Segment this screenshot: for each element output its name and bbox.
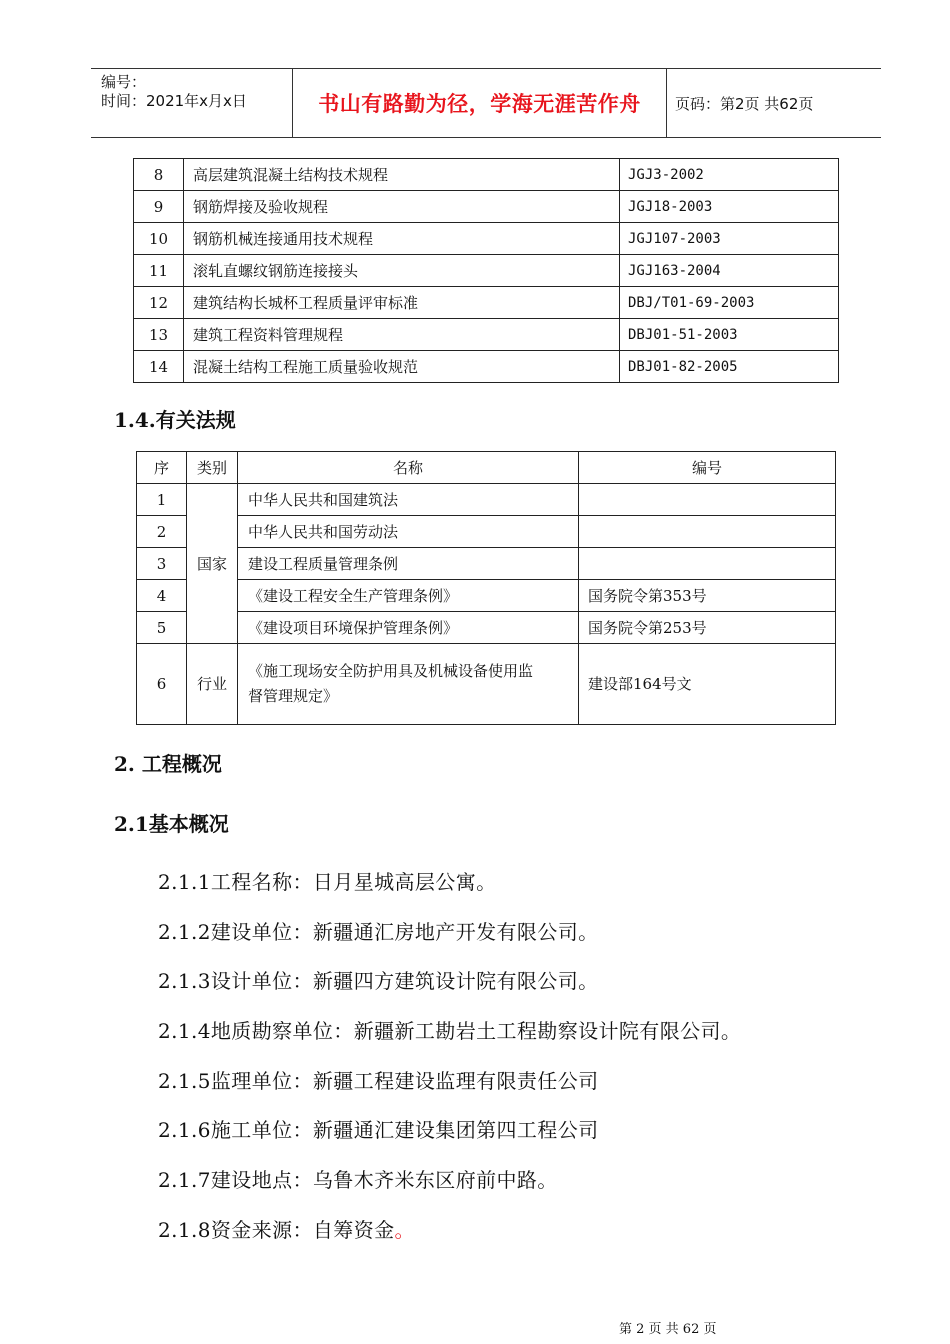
row-name: 中华人民共和国建筑法 xyxy=(238,484,579,516)
row-code xyxy=(579,516,836,548)
row-code: 国务院令第253号 xyxy=(579,612,836,644)
row-name: 建设工程质量管理条例 xyxy=(238,548,579,580)
row-no: 8 xyxy=(134,159,184,191)
table-row xyxy=(134,191,839,223)
row-code: 建设部164号文 xyxy=(579,644,836,725)
row-no: 2 xyxy=(137,516,187,548)
row-name-line1: 《施工现场安全防护用具及机械设备使用监 xyxy=(248,662,534,680)
row-no: 10 xyxy=(134,223,184,255)
row-name: 滚轧直螺纹钢筋连接接头 xyxy=(184,255,620,287)
row-name: 混凝土结构工程施工质量验收规范 xyxy=(184,351,620,383)
header-meta xyxy=(101,73,247,111)
table-row xyxy=(134,319,839,351)
row-code: DBJ01-51-2003 xyxy=(620,319,839,351)
item-2-1-8-period: 。 xyxy=(394,1218,415,1242)
row-name: 建筑结构长城杯工程质量评审标准 xyxy=(184,287,620,319)
row-name: 钢筋机械连接通用技术规程 xyxy=(184,223,620,255)
row-no: 14 xyxy=(134,351,184,383)
row-no: 5 xyxy=(137,612,187,644)
category-national: 国家 xyxy=(187,484,238,644)
standards-table xyxy=(133,158,839,383)
item-2-1-1: 2.1.1工程名称：日月星城高层公寓。 xyxy=(158,870,497,894)
table-row xyxy=(137,484,836,516)
row-no: 13 xyxy=(134,319,184,351)
table-row xyxy=(137,580,836,612)
row-no: 12 xyxy=(134,287,184,319)
col-header-category: 类别 xyxy=(187,452,238,484)
regulations-table xyxy=(136,451,836,725)
table-row xyxy=(134,223,839,255)
row-name-line2: 督管理规定》 xyxy=(248,687,339,705)
table-row xyxy=(137,612,836,644)
code-label: 编号： xyxy=(101,73,147,91)
row-no: 3 xyxy=(137,548,187,580)
row-code: DBJ/T01-69-2003 xyxy=(620,287,839,319)
table-row xyxy=(134,287,839,319)
row-no: 9 xyxy=(134,191,184,223)
item-2-1-8 xyxy=(158,1214,415,1243)
row-name: 建筑工程资料管理规程 xyxy=(184,319,620,351)
row-name xyxy=(238,644,579,725)
row-no: 1 xyxy=(137,484,187,516)
motto: 书山有路勤为径，学海无涯苦作舟 xyxy=(292,69,667,137)
item-2-1-2: 2.1.2建设单位：新疆通汇房地产开发有限公司。 xyxy=(158,920,599,944)
page-info: 页码：第2页 共62页 xyxy=(675,95,814,113)
row-no: 4 xyxy=(137,580,187,612)
item-2-1-8-text: 2.1.8资金来源：自筹资金 xyxy=(158,1218,395,1242)
section-heading-2: 2. 工程概况 xyxy=(114,752,222,776)
col-header-name: 名称 xyxy=(238,452,579,484)
col-header-no: 序 xyxy=(137,452,187,484)
row-code: JGJ163-2004 xyxy=(620,255,839,287)
page-header xyxy=(91,68,881,138)
row-name: 《建设工程安全生产管理条例》 xyxy=(238,580,579,612)
table-row xyxy=(137,644,836,725)
row-code: 国务院令第353号 xyxy=(579,580,836,612)
table-row xyxy=(137,548,836,580)
row-no: 6 xyxy=(137,644,187,725)
col-header-code: 编号 xyxy=(579,452,836,484)
table-header-row xyxy=(137,452,836,484)
item-2-1-7: 2.1.7建设地点：乌鲁木齐米东区府前中路。 xyxy=(158,1168,558,1192)
row-code: DBJ01-82-2005 xyxy=(620,351,839,383)
item-2-1-3: 2.1.3设计单位：新疆四方建筑设计院有限公司。 xyxy=(158,969,599,993)
section-heading-2-1: 2.1基本概况 xyxy=(114,812,229,836)
row-name: 《建设项目环境保护管理条例》 xyxy=(238,612,579,644)
section-heading-1-4: 1.4.有关法规 xyxy=(114,408,236,432)
row-code xyxy=(579,548,836,580)
row-name: 中华人民共和国劳动法 xyxy=(238,516,579,548)
table-row xyxy=(137,516,836,548)
category-industry: 行业 xyxy=(187,644,238,725)
table-row xyxy=(134,351,839,383)
table-row xyxy=(134,255,839,287)
time-label: 时间：2021年x月x日 xyxy=(101,92,247,110)
row-code: JGJ107-2003 xyxy=(620,223,839,255)
item-2-1-5: 2.1.5监理单位：新疆工程建设监理有限责任公司 xyxy=(158,1069,599,1093)
table-row xyxy=(134,159,839,191)
item-2-1-6: 2.1.6施工单位：新疆通汇建设集团第四工程公司 xyxy=(158,1118,599,1142)
page-footer: 第 2 页 共 62 页 xyxy=(619,1322,717,1337)
row-code xyxy=(579,484,836,516)
row-name: 钢筋焊接及验收规程 xyxy=(184,191,620,223)
row-code: JGJ18-2003 xyxy=(620,191,839,223)
item-2-1-4: 2.1.4地质勘察单位：新疆新工勘岩土工程勘察设计院有限公司。 xyxy=(158,1019,742,1043)
row-name: 高层建筑混凝土结构技术规程 xyxy=(184,159,620,191)
row-no: 11 xyxy=(134,255,184,287)
row-code: JGJ3-2002 xyxy=(620,159,839,191)
